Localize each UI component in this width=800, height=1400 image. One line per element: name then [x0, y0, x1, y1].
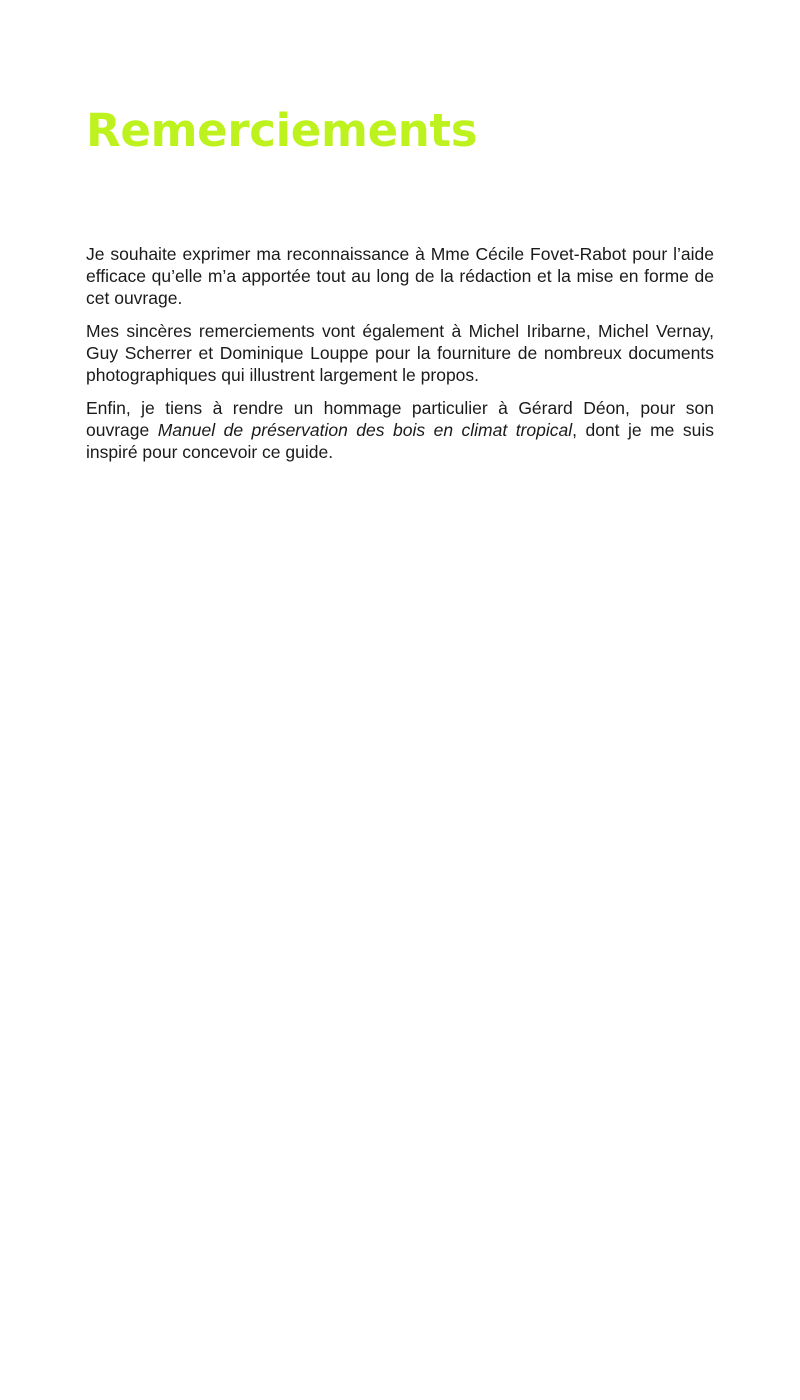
acknowledgements-body — [86, 243, 714, 474]
paragraph-2: Mes sincères remerciements vont également à Michel Iribarne, Michel Vernay, Guy Scherrer et Dominique Louppe pour la fourniture de nombreux documents photographiques qui illustrent largement le propos. — [86, 321, 714, 385]
paragraph-1: Je souhaite exprimer ma reconnaissance à Mme Cécile Fovet-Rabot pour l’aide efficace qu’elle m’a apportée tout au long de la rédaction et la mise en forme de cet ouvrage. — [86, 244, 714, 308]
paragraph-3-start: Enfin, je tiens à rendre un hommage particulier à Gérard Déon, pour son ouvrage — [86, 398, 714, 440]
paragraph-3-end: , dont je me suis inspiré pour concevoir ce guide. — [86, 420, 715, 462]
book-title: Manuel de préservation des bois en climat tropical — [157, 420, 573, 440]
paragraph-3 — [86, 397, 714, 463]
page-title: Remerciements — [86, 104, 478, 157]
